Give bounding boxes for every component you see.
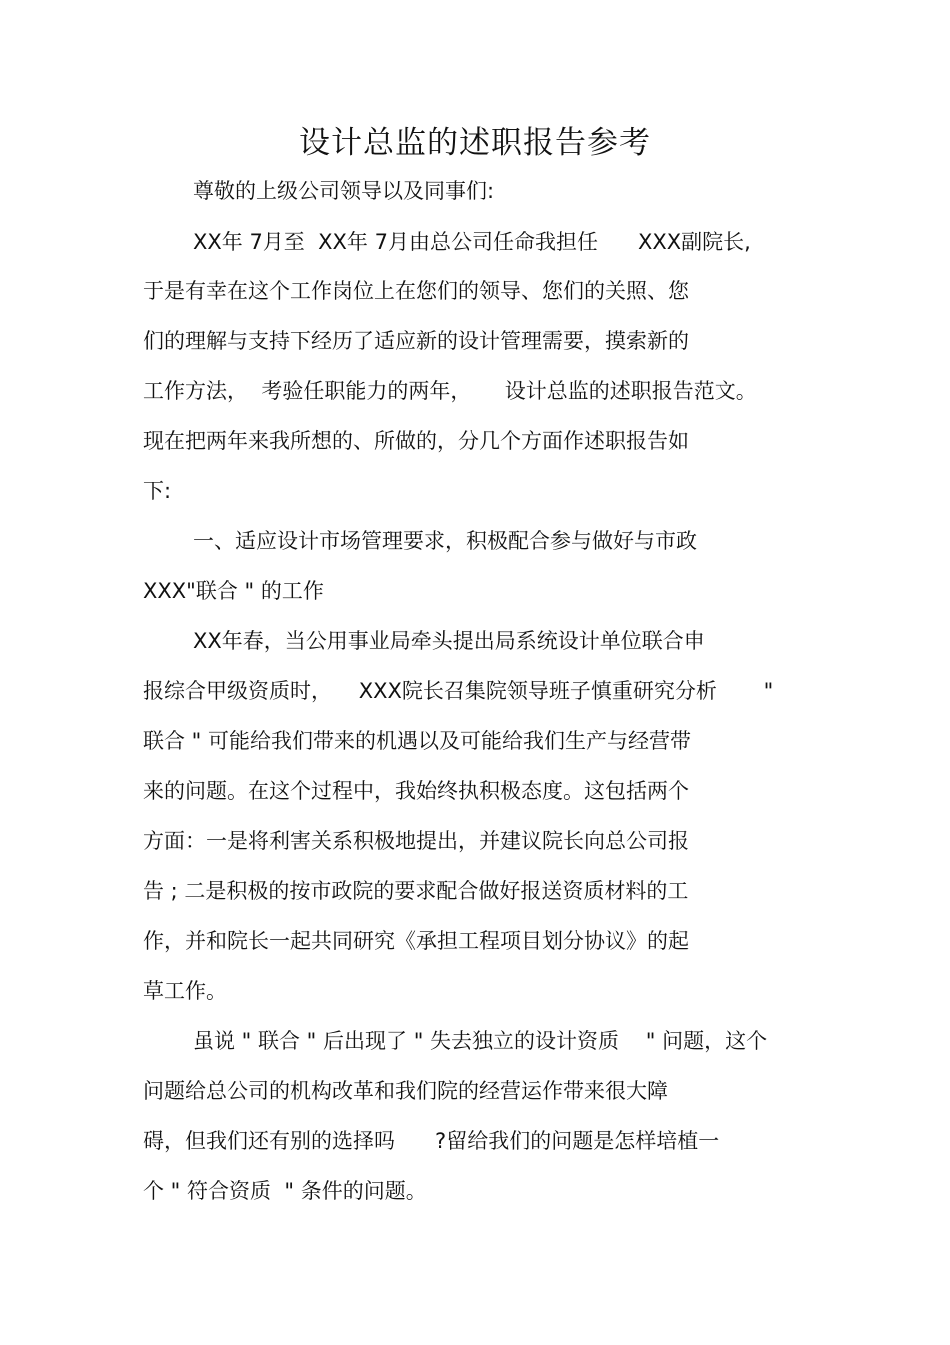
paragraph-line: 工作方法， 考验任职能力的两年， 设计总监的述职报告范文。 — [143, 379, 757, 403]
paragraph-line: 下: — [143, 479, 172, 503]
paragraph-line: 问题给总公司的机构改革和我们院的经营运作带来很大障 — [143, 1079, 668, 1103]
paragraph-line: 草工作。 — [143, 979, 227, 1003]
paragraph-line: 报综合甲级资质时， XXX院长召集院领导班子慎重研究分析 " — [143, 679, 774, 703]
paragraph-line: 个 " 符合资质 " 条件的问题。 — [143, 1179, 427, 1203]
section-heading-line: 一、适应设计市场管理要求，积极配合参与做好与市政 — [193, 529, 697, 553]
paragraph-line: 于是有幸在这个工作岗位上在您们的领导、您们的关照、您 — [143, 279, 689, 303]
paragraph-line: 虽说 " 联合 " 后出现了 " 失去独立的设计资质 " 问题，这个 — [193, 1029, 768, 1053]
paragraph-line: 碍，但我们还有别的选择吗 ?留给我们的问题是怎样培植一 — [143, 1129, 720, 1153]
section-heading-line: XXX"联合 " 的工作 — [143, 579, 324, 603]
paragraph-line: 告 ; 二是积极的按市政院的要求配合做好报送资质材料的工 — [143, 879, 689, 903]
paragraph-line: 方面：一是将利害关系积极地提出，并建议院长向总公司报 — [143, 829, 689, 853]
paragraph-line: 联合 " 可能给我们带来的机遇以及可能给我们生产与经营带 — [143, 729, 692, 753]
paragraph-line: 来的问题。在这个过程中，我始终执积极态度。这包括两个 — [143, 779, 689, 803]
document-title: 设计总监的述职报告参考 — [299, 125, 651, 161]
paragraph-line: XX年春，当公用事业局牵头提出局系统设计单位联合申 — [193, 629, 705, 653]
paragraph-line: 们的理解与支持下经历了适应新的设计管理需要，摸索新的 — [143, 329, 689, 353]
paragraph-line-salutation: 尊敬的上级公司领导以及同事们: — [193, 179, 495, 203]
paragraph-line: 现在把两年来我所想的、所做的，分几个方面作述职报告如 — [143, 429, 689, 453]
paragraph-line: XX年 7月至 XX年 7月由总公司任命我担任 XXX副院长, — [193, 230, 751, 254]
paragraph-line: 作，并和院长一起共同研究《承担工程项目划分协议》的起 — [143, 929, 689, 953]
